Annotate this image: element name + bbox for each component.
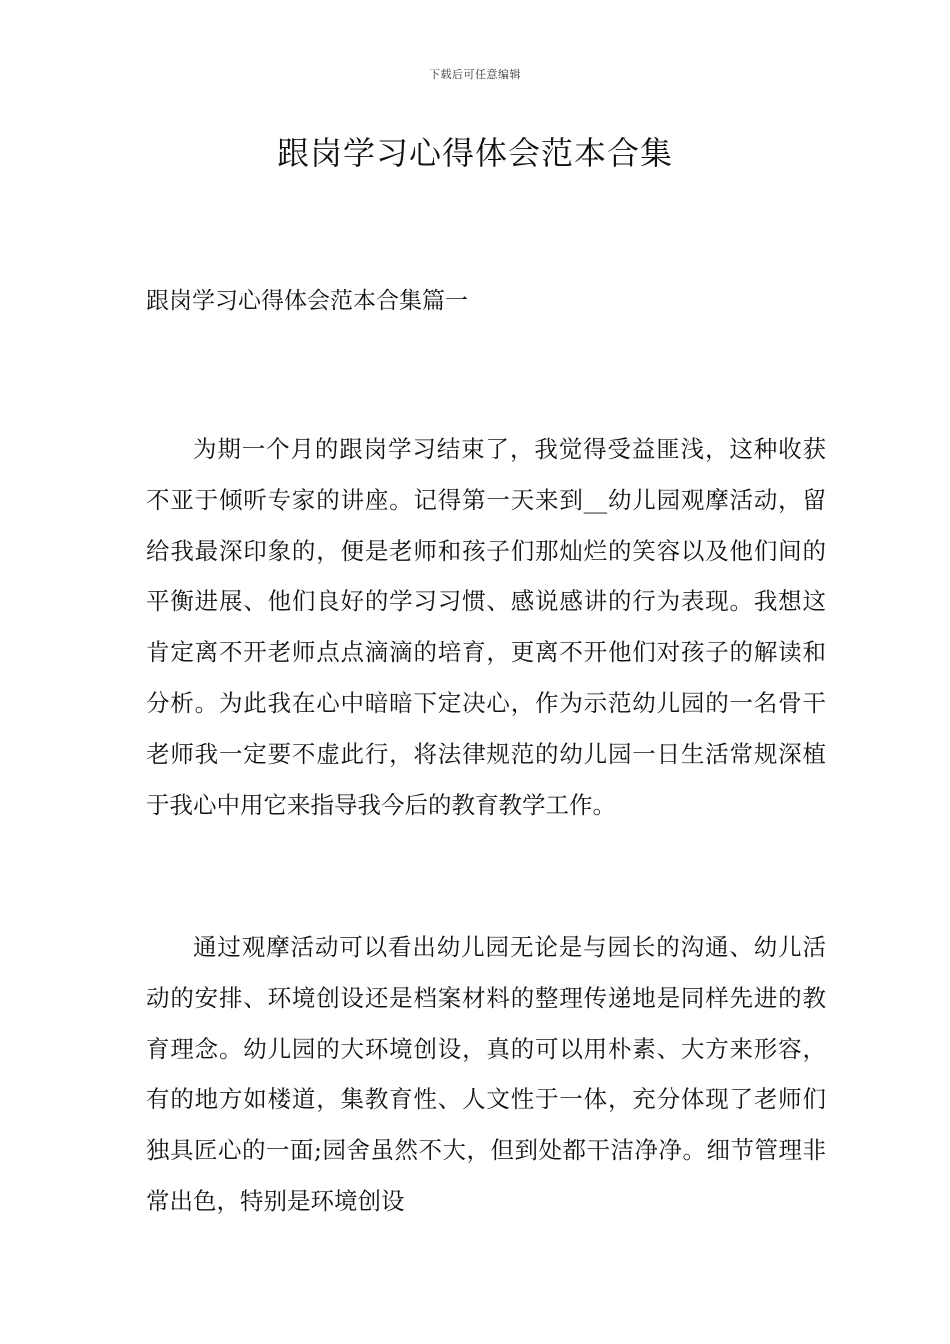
body-paragraph: 为期一个月的跟岗学习结束了，我觉得受益匪浅，这种收获不亚于倾听专家的讲座。记得第一天来到__幼儿园观摩活动，留给我最深印象的，便是老师和孩子们那灿烂的笑容以及他们间的平衡进展、他们良好的学习习惯、感说感讲的行为表现。我想这肯定离不开老师点点滴滴的培育，更离不开他们对孩子的解读和分析。为此我在心中暗暗下定决心，作为示范幼儿园的一名骨干老师我一定要不虚此行，将法律规范的幼儿园一日生活常规深植于我心中用它来指导我今后的教育教学工作。 — [146, 435, 826, 819]
body-paragraph: 通过观摩活动可以看出幼儿园无论是与园长的沟通、幼儿活动的安排、环境创设还是档案材料的整理传递地是同样先进的教育理念。幼儿园的大环境创设，真的可以用朴素、大方来形容，有的地方如楼道，集教育性、人文性于一体，充分体现了老师们独具匠心的一面;园舍虽然不大，但到处都干洁净净。细节管理非常出色，特别是环境创设 — [146, 933, 826, 1215]
header-note: 下载后可任意编辑 — [429, 68, 521, 81]
section-heading: 跟岗学习心得体会范本合集篇一 — [146, 288, 468, 314]
document-title: 跟岗学习心得体会范本合集 — [276, 134, 673, 172]
